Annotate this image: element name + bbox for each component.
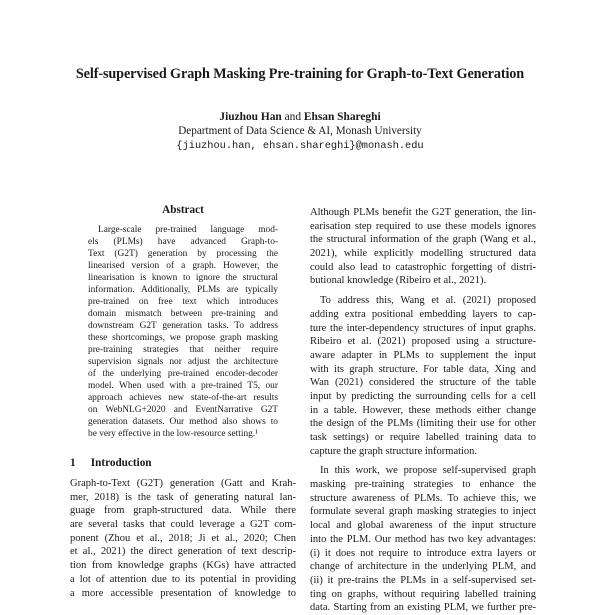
text-line: earisation step required to use these models ignores <box>310 220 536 232</box>
text-line: a more accessible presentation of knowledge to <box>70 587 296 599</box>
right-column-text <box>310 206 536 615</box>
author-conjunction: and <box>284 111 302 123</box>
author-list <box>0 111 600 123</box>
text-line: downstream G2T generation tasks. To address <box>88 321 278 331</box>
text-line: approach achieves new state-of-the-art results <box>88 393 278 403</box>
text-line: In this work, we propose self-supervised graph <box>320 465 536 477</box>
text-line: mer, 2018) is the task of generating natural lan- <box>70 491 296 503</box>
text-line: are several tasks that could leverage a G2T com- <box>70 519 296 531</box>
text-line: Large-scale pre-trained language mod- <box>98 225 278 235</box>
text-line: the structural information of the graph (Wang et al., <box>310 234 536 246</box>
text-line: (i) it does not require to introduce extra layers or <box>310 547 536 559</box>
text-line: change of architecture in the underlying PLM, and <box>310 561 536 573</box>
text-line: local and global awareness of the input structure <box>310 520 536 532</box>
text-line: linearised version of a graph. However, the <box>88 261 278 271</box>
text-line: els (PLMs) have advanced Graph-to- <box>88 237 278 247</box>
text-line: input by predicting the surrounding cells for a cell <box>310 390 536 402</box>
section-title: Introduction <box>90 457 152 469</box>
text-line: ting on graphs, without requiring labelled training <box>310 588 536 600</box>
text-line: supervision signals nor adjust the architecture <box>88 357 278 367</box>
text-line: generation datasets. Our method also shows to <box>88 417 278 427</box>
text-line: (ii) it pre-trains the PLMs in a self-supervised set- <box>310 574 536 586</box>
text-line: 2021), while explicitly modelling structured data <box>310 248 536 260</box>
abstract-heading: Abstract <box>162 204 204 216</box>
text-line: et al., 2021) the direct generation of text descrip- <box>70 546 296 558</box>
text-line: structure awareness of PLMs. To achieve this, we <box>310 492 536 504</box>
text-line: domain mismatch between pre-training and <box>88 309 278 319</box>
text-line: in a table. However, these methods either change <box>310 404 536 416</box>
affiliation: Department of Data Science & AI, Monash University <box>178 125 422 137</box>
section-heading <box>70 457 152 469</box>
section-number: 1 <box>70 457 76 469</box>
text-line: data. Starting from an existing PLM, we further pre- <box>310 602 536 614</box>
text-line: aware adapter in PLMs to supplement the input <box>310 349 536 361</box>
text-line: ponent (Zhou et al., 2018; Ji et al., 2020; Chen <box>70 532 296 544</box>
text-line: formulate several graph masking strategies to inject <box>310 506 536 518</box>
text-line: pre-training strategies that neither require <box>88 345 278 355</box>
text-line: with its graph structure. For table data, Xing and <box>310 363 536 375</box>
text-line: guage from graph-structured data. While there <box>70 505 296 517</box>
text-line: these shortcomings, we propose graph masking <box>88 333 278 343</box>
text-line: on WebNLG+2020 and EventNarrative G2T <box>88 405 278 415</box>
abstract-body <box>88 224 278 440</box>
author-name: Jiuzhou Han <box>219 111 282 123</box>
text-line: Text (G2T) generation by processing the <box>88 249 278 259</box>
text-line: task settings) or require labelled training data to <box>310 432 536 443</box>
text-line: ture the inter-dependency structures of input graphs. <box>310 322 536 334</box>
left-column-text <box>70 477 296 600</box>
text-line: tion from knowledge graphs (KGs) have attracted <box>70 560 296 572</box>
text-line: model. When used with a pre-trained T5, our <box>88 381 278 391</box>
text-line: butional knowledge (Ribeiro et al., 2021). <box>310 275 487 287</box>
text-line: capture the graph structure information. <box>310 445 478 457</box>
text-line: masking pre-training strategies to enhance the <box>310 479 536 491</box>
text-line: linearisation is known to ignore the structural <box>88 273 278 283</box>
text-line: the design of the PLMs (limiting their use for other <box>310 418 536 430</box>
text-line: information. Additionally, PLMs are typically <box>88 285 278 295</box>
text-line: Although PLMs benefit the G2T generation, the lin- <box>310 207 536 218</box>
text-line: be very effective in the low-resource setting.¹ <box>88 429 259 439</box>
text-line: pre-trained on free text which introduces <box>88 297 278 307</box>
text-line: To address this, Wang et al. (2021) proposed <box>320 295 536 307</box>
text-line: into the PLM. Our method has two key advantages: <box>310 533 536 545</box>
author-email: {jiuzhou.han, ehsan.shareghi}@monash.edu <box>176 140 424 152</box>
text-line: could also lead to catastrophic forgetting of distri- <box>310 261 536 273</box>
text-line: a lot of attention due to its potential in providing <box>70 573 296 585</box>
text-line: Wan (2021) considered the structure of the table <box>310 377 536 389</box>
text-line: Graph-to-Text (G2T) generation (Gatt and Krah- <box>70 478 296 489</box>
text-line: Ribeiro et al. (2021) proposed using a structure- <box>310 336 536 348</box>
text-line: adding extra positional embedding layers to cap- <box>310 308 536 320</box>
author-name: Ehsan Shareghi <box>303 111 381 123</box>
text-line: of the underlying pre-trained encoder-decoder <box>88 369 278 379</box>
paper-title: Self-supervised Graph Masking Pre-training for Graph-to-Text Generation <box>75 66 525 82</box>
